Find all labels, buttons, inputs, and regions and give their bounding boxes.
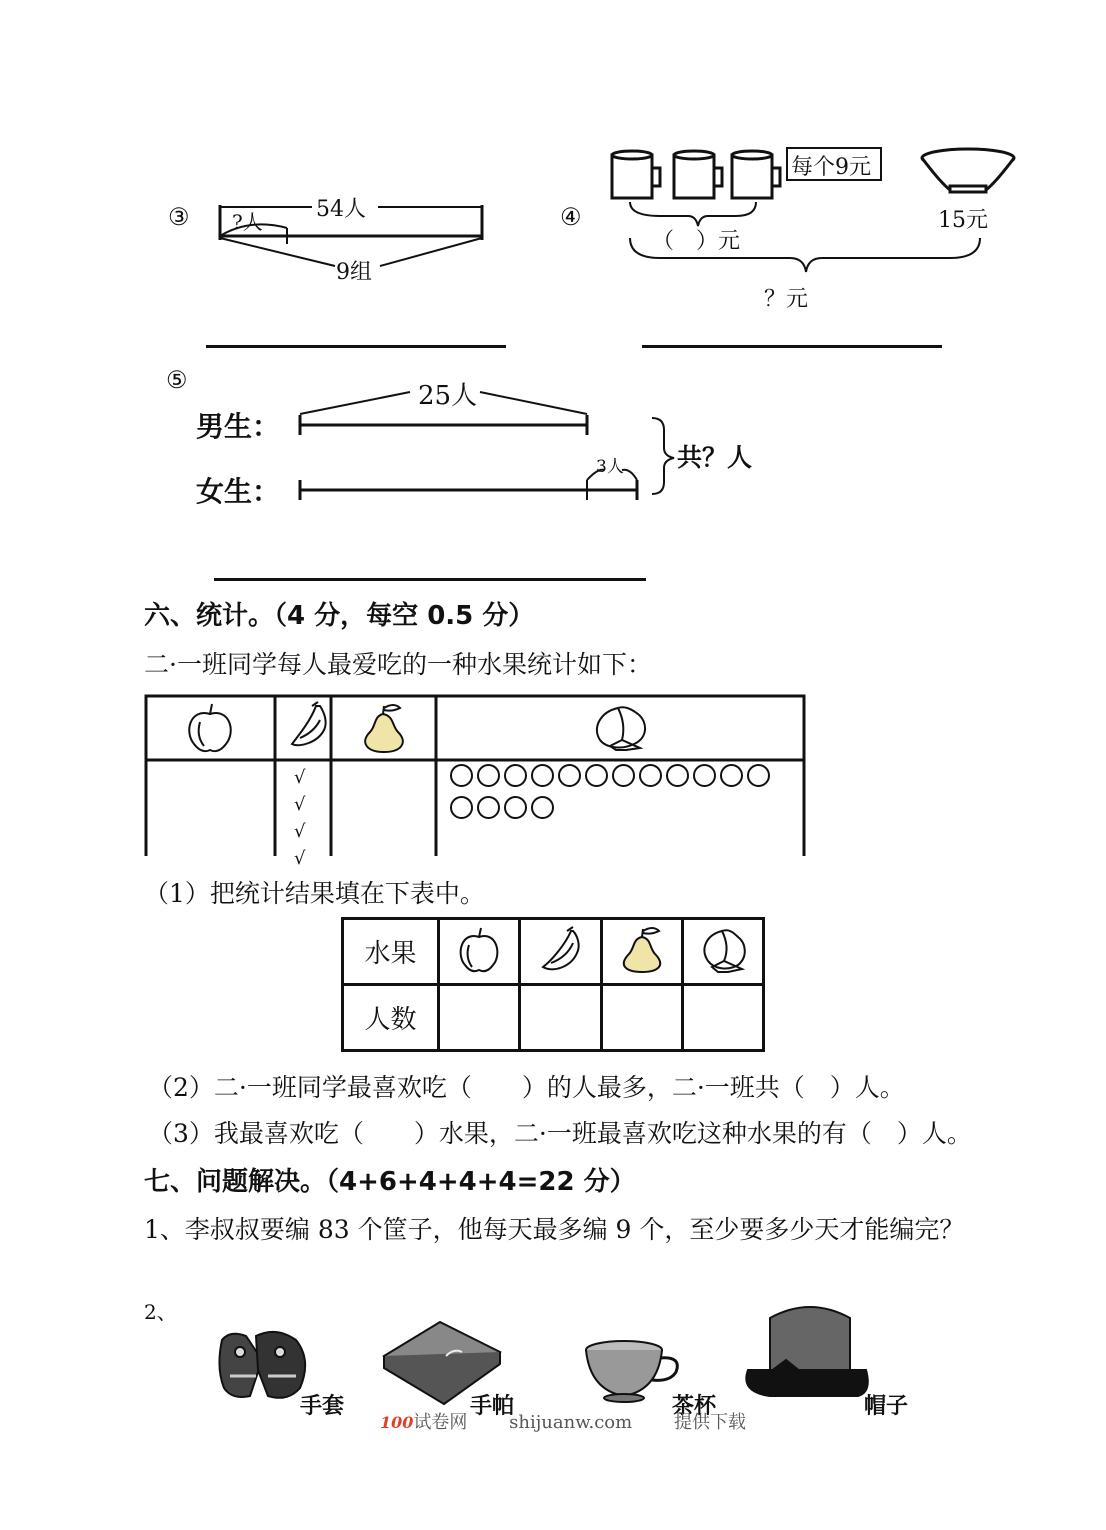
section6-q3: （3）我最喜欢吃（ ）水果，二·一班最喜欢吃这种水果的有（ ）人。	[148, 1119, 972, 1148]
tally-mark: √	[294, 767, 306, 788]
tally-mark: √	[294, 821, 306, 842]
gloves-icon	[219, 1332, 305, 1398]
section6-q2: （2）二·一班同学最喜欢吃（ ）的人最多，二·一班共（ ）人。	[148, 1073, 905, 1102]
diff-label: 3人	[596, 457, 624, 477]
tally-mark: √	[294, 794, 306, 815]
watermark-suffix: 提供下载	[673, 1412, 746, 1433]
hat-label: 帽子	[864, 1394, 909, 1419]
hat-icon	[746, 1307, 867, 1396]
diagram5-top-label: 25人	[418, 381, 478, 411]
total-label: 共？人	[677, 443, 753, 472]
watermark-url: shijuanw.com	[509, 1412, 633, 1433]
watermark-logo: 100	[380, 1413, 414, 1432]
watermark-site-name: 试卷网	[413, 1412, 468, 1433]
bowl-price-label: 15元	[938, 208, 988, 233]
tally-mark: √	[294, 848, 306, 869]
boys-label: 男生：	[196, 410, 281, 443]
diagram3-groups-label: 9组	[336, 260, 372, 285]
teacup-label: 茶杯	[672, 1394, 717, 1419]
diagram3-total-label: 54人	[316, 197, 366, 222]
diagram3-number: ③	[168, 203, 190, 231]
teacup-icon	[586, 1341, 677, 1402]
section7-q1: 1、李叔叔要编 83 个筐子，他每天最多编 9 个，至少要多少天才能编完？	[144, 1215, 965, 1244]
section6-title: 六、统计。（4 分，每空 0.5 分）	[144, 601, 535, 631]
girls-label: 女生：	[196, 475, 281, 508]
cups-subtotal-label: （ ）元	[652, 229, 741, 254]
diagram3-part-label: ?人	[232, 210, 263, 234]
total-question-label: ？元	[764, 287, 809, 312]
handkerchief-label: 手帕	[470, 1394, 515, 1419]
section7-q2-number: 2、	[144, 1300, 177, 1324]
section7-title: 七、问题解决。（4+6+4+4+4=22 分）	[144, 1167, 636, 1197]
section6-q1: （1）把统计结果填在下表中。	[144, 879, 485, 908]
price-tag-label: 每个9元	[791, 155, 871, 180]
fruit-header: 水果	[343, 919, 439, 985]
diagram5-number: ⑤	[166, 366, 188, 394]
section6-intro: 二·一班同学每人最爱吃的一种水果统计如下：	[144, 650, 652, 679]
gloves-label: 手套	[300, 1394, 345, 1419]
watermark	[380, 1408, 746, 1434]
count-header: 人数	[343, 985, 439, 1051]
diagram4-number: ④	[560, 203, 582, 231]
